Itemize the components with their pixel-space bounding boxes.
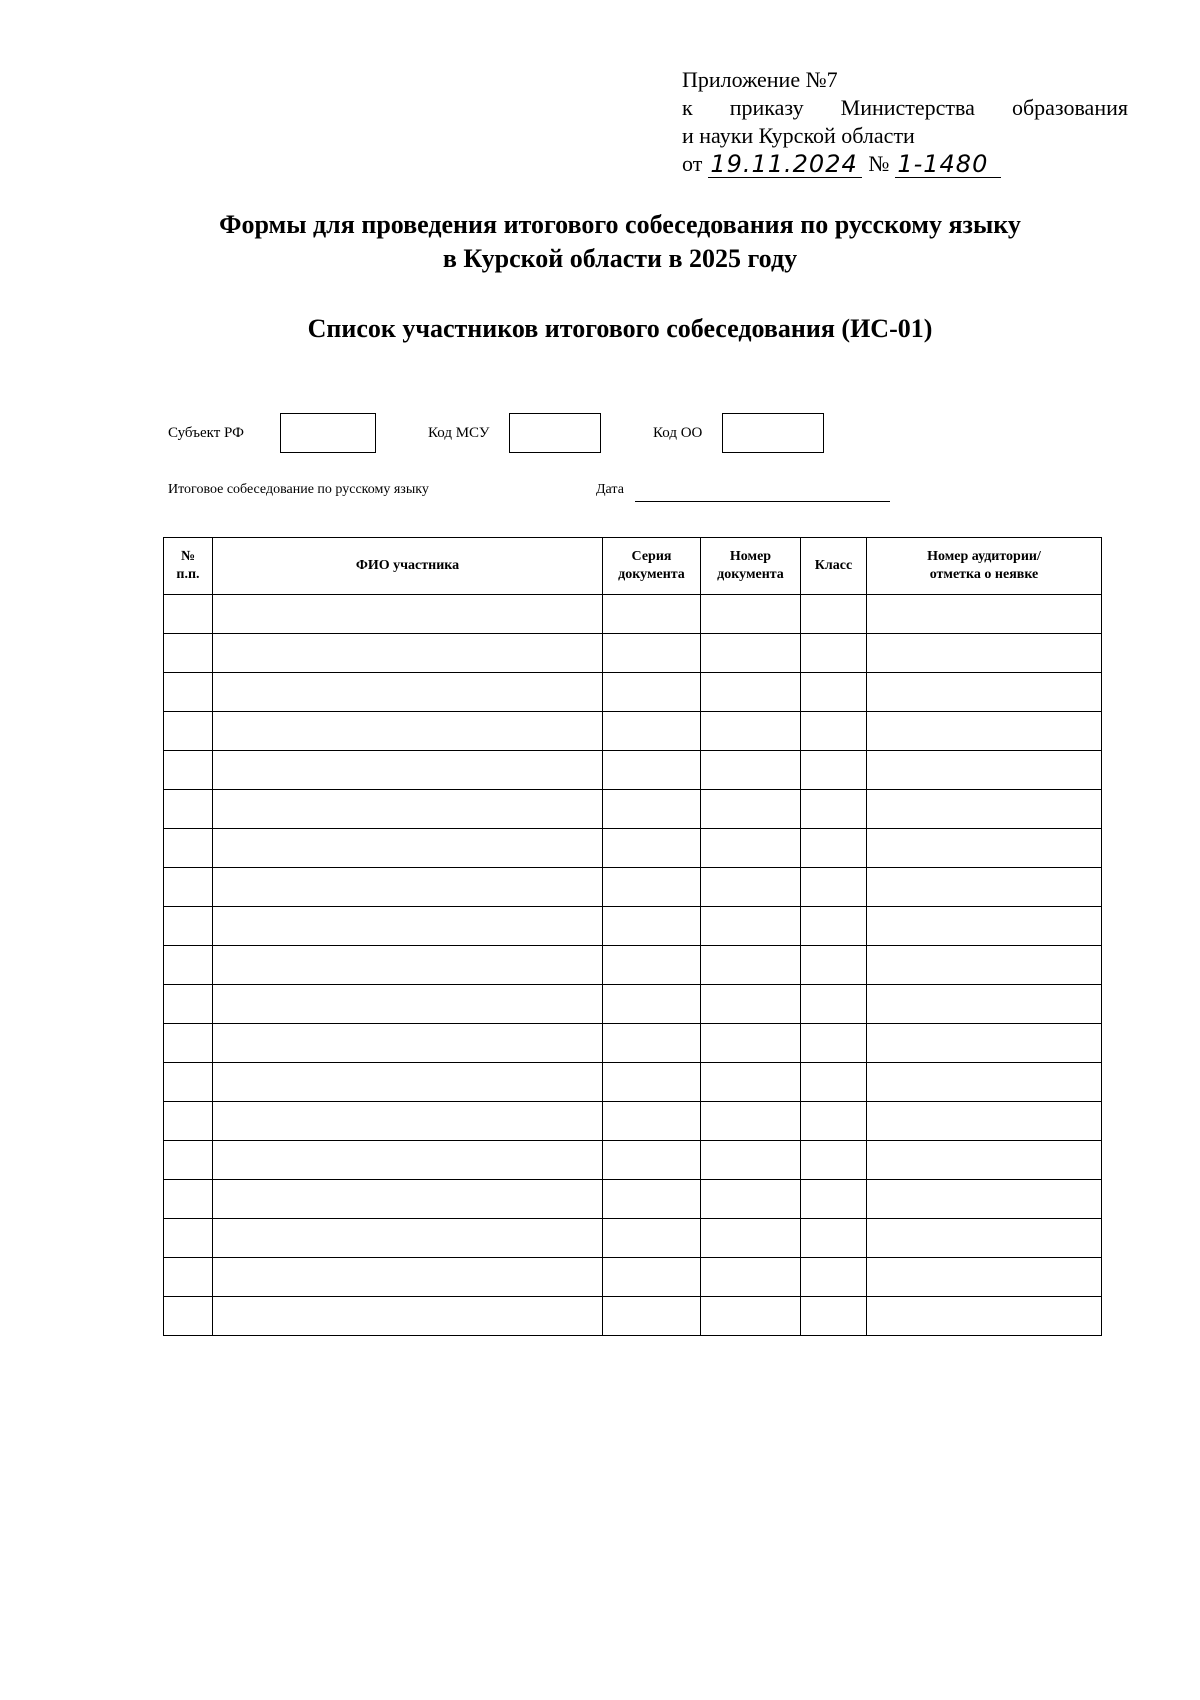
table-row	[164, 1297, 1102, 1336]
table-row	[164, 1219, 1102, 1258]
subject-code-box[interactable]	[280, 413, 376, 453]
table-header-row	[164, 538, 1102, 595]
cell-class[interactable]	[801, 1102, 867, 1141]
cell-room-absence[interactable]	[867, 1219, 1102, 1258]
cell-document-number[interactable]	[701, 1063, 801, 1102]
cell-document-series[interactable]	[603, 1180, 701, 1219]
cell-room-absence[interactable]	[867, 790, 1102, 829]
cell-row-number[interactable]	[164, 829, 213, 868]
cell-document-number[interactable]	[701, 751, 801, 790]
cell-room-absence[interactable]	[867, 907, 1102, 946]
cell-document-series[interactable]	[603, 712, 701, 751]
cell-participant-name[interactable]	[213, 829, 603, 868]
cell-participant-name[interactable]	[213, 1063, 603, 1102]
appendix-order-line	[682, 94, 1128, 122]
cell-row-number[interactable]	[164, 1219, 213, 1258]
subject-label: Субъект РФ	[168, 425, 244, 441]
table-row	[164, 1180, 1102, 1219]
header-participant-name: ФИО участника	[213, 538, 603, 595]
table-row	[164, 673, 1102, 712]
cell-room-absence[interactable]	[867, 1141, 1102, 1180]
cell-participant-name[interactable]	[213, 1141, 603, 1180]
cell-class[interactable]	[801, 985, 867, 1024]
oo-code-box[interactable]	[722, 413, 824, 453]
cell-document-number[interactable]	[701, 1258, 801, 1297]
cell-class[interactable]	[801, 1024, 867, 1063]
cell-room-absence[interactable]	[867, 595, 1102, 634]
cell-document-number[interactable]	[701, 907, 801, 946]
table-row	[164, 946, 1102, 985]
cell-participant-name[interactable]	[213, 1180, 603, 1219]
cell-document-number[interactable]	[701, 829, 801, 868]
appendix-block	[682, 66, 1128, 178]
document-title-line-1: Формы для проведения итогового собеседования по русскому языку	[219, 210, 1021, 239]
cell-class[interactable]	[801, 712, 867, 751]
cell-participant-name[interactable]	[213, 1102, 603, 1141]
table-row	[164, 634, 1102, 673]
cell-row-number[interactable]	[164, 1024, 213, 1063]
cell-document-series[interactable]	[603, 868, 701, 907]
table-body	[164, 595, 1102, 1336]
header-row-number: № п.п.	[164, 538, 213, 595]
table-row	[164, 1102, 1102, 1141]
exam-label: Итоговое собеседование по русскому языку	[168, 482, 429, 497]
cell-row-number[interactable]	[164, 907, 213, 946]
cell-document-number[interactable]	[701, 790, 801, 829]
cell-row-number[interactable]	[164, 1297, 213, 1336]
cell-participant-name[interactable]	[213, 868, 603, 907]
cell-row-number[interactable]	[164, 946, 213, 985]
cell-room-absence[interactable]	[867, 1258, 1102, 1297]
appendix-title: Приложение №7	[682, 67, 838, 92]
cell-participant-name[interactable]	[213, 634, 603, 673]
appendix-word: приказу	[729, 95, 804, 120]
cell-document-number[interactable]	[701, 868, 801, 907]
cell-document-series[interactable]	[603, 634, 701, 673]
table-row	[164, 1141, 1102, 1180]
cell-participant-name[interactable]	[213, 751, 603, 790]
cell-document-number[interactable]	[701, 712, 801, 751]
cell-row-number[interactable]	[164, 1258, 213, 1297]
cell-row-number[interactable]	[164, 790, 213, 829]
cell-room-absence[interactable]	[867, 634, 1102, 673]
cell-document-series[interactable]	[603, 829, 701, 868]
cell-class[interactable]	[801, 673, 867, 712]
cell-class[interactable]	[801, 1063, 867, 1102]
msu-code-box[interactable]	[509, 413, 601, 453]
cell-document-number[interactable]	[701, 1180, 801, 1219]
table-row	[164, 790, 1102, 829]
cell-class[interactable]	[801, 829, 867, 868]
cell-document-number[interactable]	[701, 1297, 801, 1336]
cell-participant-name[interactable]	[213, 1297, 603, 1336]
cell-row-number[interactable]	[164, 1180, 213, 1219]
cell-row-number[interactable]	[164, 712, 213, 751]
msu-label: Код МСУ	[428, 425, 490, 441]
cell-row-number[interactable]	[164, 985, 213, 1024]
cell-class[interactable]	[801, 751, 867, 790]
cell-participant-name[interactable]	[213, 907, 603, 946]
header-class: Класс	[801, 538, 867, 595]
cell-participant-name[interactable]	[213, 1258, 603, 1297]
cell-document-number[interactable]	[701, 595, 801, 634]
cell-class[interactable]	[801, 790, 867, 829]
cell-room-absence[interactable]	[867, 1297, 1102, 1336]
table-row	[164, 907, 1102, 946]
cell-room-absence[interactable]	[867, 751, 1102, 790]
table-row	[164, 1063, 1102, 1102]
cell-row-number[interactable]	[164, 868, 213, 907]
cell-room-absence[interactable]	[867, 985, 1102, 1024]
header-room-absence: Номер аудитории/ отметка о неявке	[867, 538, 1102, 595]
cell-row-number[interactable]	[164, 673, 213, 712]
table-row	[164, 712, 1102, 751]
cell-room-absence[interactable]	[867, 712, 1102, 751]
cell-class[interactable]	[801, 1141, 867, 1180]
cell-document-number[interactable]	[701, 634, 801, 673]
cell-document-series[interactable]	[603, 1258, 701, 1297]
table-row	[164, 751, 1102, 790]
date-label: Дата	[596, 482, 624, 497]
cell-document-series[interactable]	[603, 1219, 701, 1258]
from-label: от	[682, 151, 703, 176]
cell-class[interactable]	[801, 946, 867, 985]
cell-document-series[interactable]	[603, 1063, 701, 1102]
cell-participant-name[interactable]	[213, 712, 603, 751]
table-row	[164, 829, 1102, 868]
cell-participant-name[interactable]	[213, 595, 603, 634]
participants-table	[163, 537, 1102, 1336]
cell-room-absence[interactable]	[867, 673, 1102, 712]
cell-class[interactable]	[801, 868, 867, 907]
appendix-ministry-line: и науки Курской области	[682, 123, 915, 148]
number-label: №	[868, 151, 890, 176]
cell-participant-name[interactable]	[213, 1219, 603, 1258]
appendix-word: к	[682, 95, 693, 120]
cell-room-absence[interactable]	[867, 829, 1102, 868]
cell-row-number[interactable]	[164, 1141, 213, 1180]
cell-document-number[interactable]	[701, 1141, 801, 1180]
cell-document-series[interactable]	[603, 790, 701, 829]
table-row	[164, 1258, 1102, 1297]
appendix-word: Министерства	[840, 95, 975, 120]
cell-document-number[interactable]	[701, 673, 801, 712]
header-document-series: Серия документа	[603, 538, 701, 595]
appendix-word: образования	[1011, 95, 1128, 120]
cell-document-series[interactable]	[603, 1024, 701, 1063]
cell-participant-name[interactable]	[213, 790, 603, 829]
date-input-line[interactable]	[635, 500, 890, 502]
cell-row-number[interactable]	[164, 751, 213, 790]
cell-room-absence[interactable]	[867, 868, 1102, 907]
cell-room-absence[interactable]	[867, 1063, 1102, 1102]
cell-class[interactable]	[801, 907, 867, 946]
cell-document-number[interactable]	[701, 1102, 801, 1141]
cell-document-series[interactable]	[603, 1297, 701, 1336]
cell-room-absence[interactable]	[867, 1024, 1102, 1063]
cell-class[interactable]	[801, 1297, 867, 1336]
cell-document-series[interactable]	[603, 595, 701, 634]
cell-document-number[interactable]	[701, 946, 801, 985]
cell-document-series[interactable]	[603, 1102, 701, 1141]
cell-room-absence[interactable]	[867, 946, 1102, 985]
cell-document-series[interactable]	[603, 673, 701, 712]
cell-participant-name[interactable]	[213, 1024, 603, 1063]
cell-document-number[interactable]	[701, 1219, 801, 1258]
cell-document-number[interactable]	[701, 1024, 801, 1063]
table-row	[164, 868, 1102, 907]
cell-row-number[interactable]	[164, 634, 213, 673]
form-subtitle: Список участников итогового собеседования (ИС-01)	[307, 314, 933, 343]
oo-label: Код ОО	[653, 425, 703, 441]
cell-document-series[interactable]	[603, 751, 701, 790]
cell-class[interactable]	[801, 1258, 867, 1297]
cell-document-series[interactable]	[603, 907, 701, 946]
cell-row-number[interactable]	[164, 595, 213, 634]
cell-class[interactable]	[801, 1219, 867, 1258]
cell-document-series[interactable]	[603, 985, 701, 1024]
table-row	[164, 1024, 1102, 1063]
header-document-number: Номер документа	[701, 538, 801, 595]
table-row	[164, 985, 1102, 1024]
document-title-line-2: в Курской области в 2025 году	[442, 244, 798, 273]
cell-room-absence[interactable]	[867, 1102, 1102, 1141]
cell-document-series[interactable]	[603, 1141, 701, 1180]
cell-class[interactable]	[801, 595, 867, 634]
cell-document-series[interactable]	[603, 946, 701, 985]
cell-class[interactable]	[801, 634, 867, 673]
cell-participant-name[interactable]	[213, 985, 603, 1024]
cell-class[interactable]	[801, 1180, 867, 1219]
cell-participant-name[interactable]	[213, 673, 603, 712]
cell-row-number[interactable]	[164, 1063, 213, 1102]
handwritten-date: 19.11.2024	[708, 151, 862, 178]
cell-participant-name[interactable]	[213, 946, 603, 985]
cell-row-number[interactable]	[164, 1102, 213, 1141]
cell-room-absence[interactable]	[867, 1180, 1102, 1219]
handwritten-number: 1-1480	[895, 151, 1001, 178]
cell-document-number[interactable]	[701, 985, 801, 1024]
appendix-date-number-line	[682, 150, 1128, 178]
table-row	[164, 595, 1102, 634]
